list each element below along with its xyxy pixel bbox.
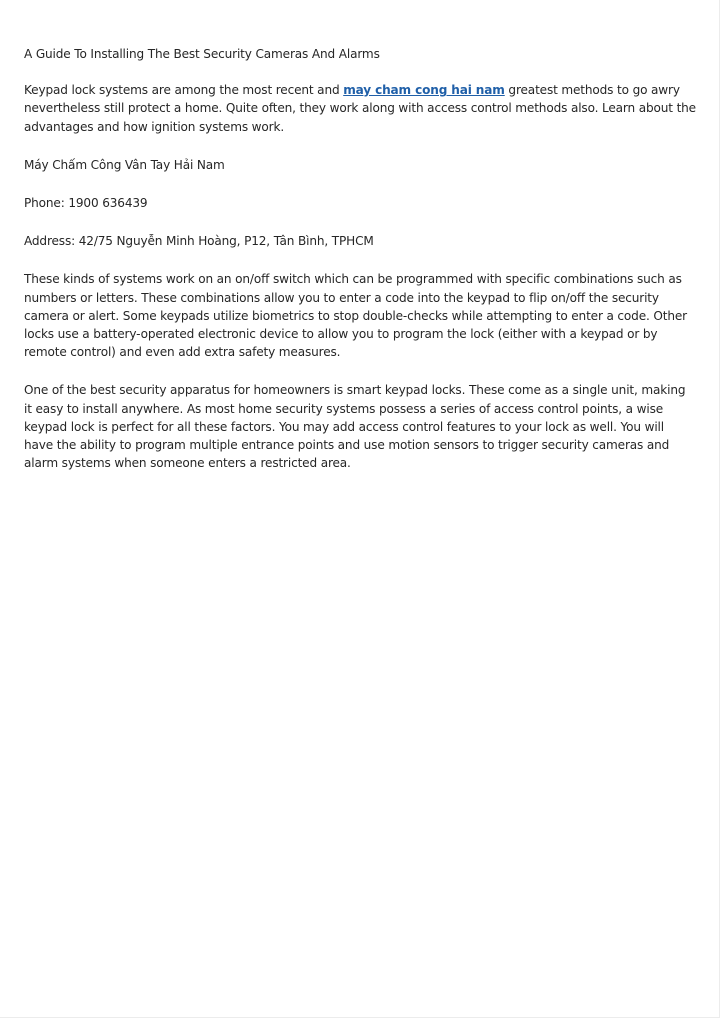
intro-paragraph [24,81,696,136]
intro-text-before-link: Keypad lock systems are among the most recent and [24,83,344,98]
may-cham-cong-link[interactable]: may cham cong hai nam [343,83,505,98]
intro-text-after-link: greatest methods to go awry nevertheless still protect a home. Quite often, they work along with access control methods also. Learn about the advantages and how ignition systems work. [24,83,696,134]
company-address: Address: 42/75 Nguyễn Minh Hoàng, P12, Tân Bình, TPHCM [24,234,374,249]
systems-paragraph: These kinds of systems work on an on/off switch which can be programmed with specific combinations such as numbers or letters. These combinations allow you to enter a code into the keypad to flip on/off the security camera or alert. Some keypads utilize biometrics to stop double-checks while attempting to enter a code. Other locks use a battery-operated electronic device to allow you to program the lock (either with a keypad or by remote control) and even add extra safety measures. [24,272,687,360]
document-body [24,45,696,492]
apparatus-paragraph: One of the best security apparatus for homeowners is smart keypad locks. These come as a single unit, making it easy to install anywhere. As most home security systems possess a series of access control points, a wise keypad lock is perfect for all these factors. You may add access control features to your lock as well. You will have the ability to program multiple entrance points and use motion sensors to trigger security cameras and alarm systems when someone enters a restricted area. [24,383,686,471]
document-title: A Guide To Installing The Best Security Cameras And Alarms [24,47,380,61]
company-name: Máy Chấm Công Vân Tay Hải Nam [24,157,225,172]
company-phone: Phone: 1900 636439 [24,196,148,211]
